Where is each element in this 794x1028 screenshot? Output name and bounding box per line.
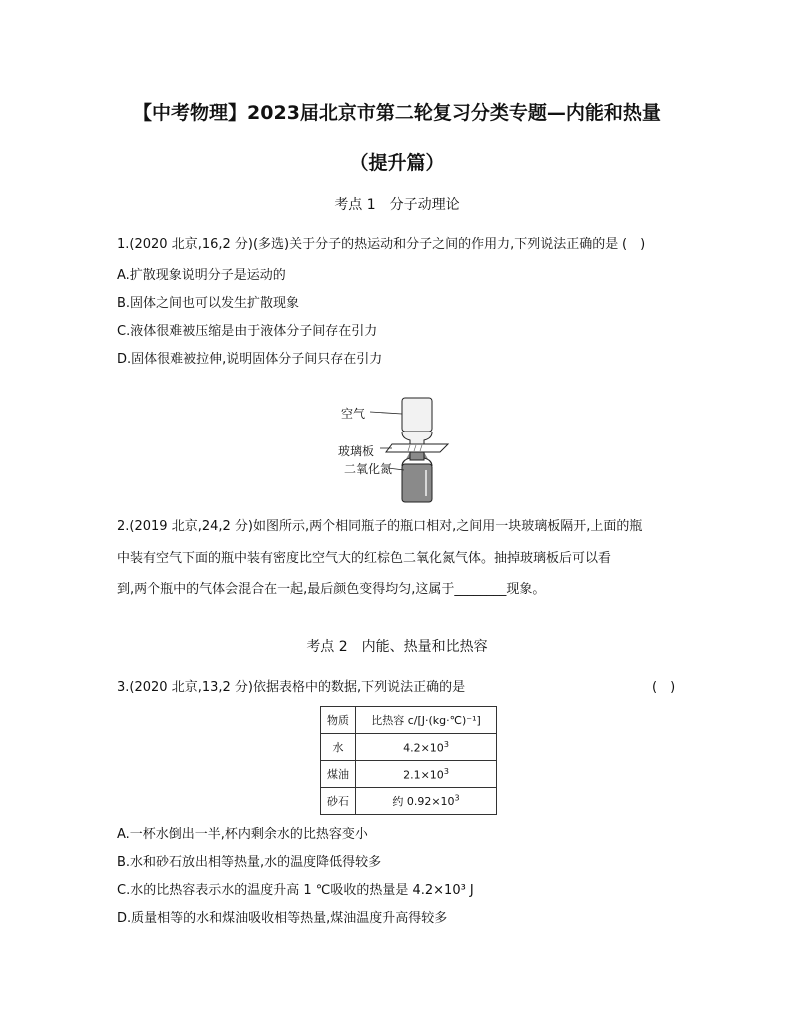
- question-3-answer-blank: ( ): [652, 680, 676, 695]
- table-cell: $2.1\times 10^3$: [356, 761, 497, 788]
- section-heading-1: 考点 1 分子动理论: [334, 197, 460, 213]
- figure-label-glass: 玻璃板: [338, 444, 375, 458]
- lower-bottle-body: [402, 464, 432, 502]
- question-1-stem: 1.(2020 北京,16,2 分)(多选)关于分子的热运动和分子之间的作用力,下列说法正确的是: [117, 237, 619, 252]
- lower-bottle-mouth: [410, 452, 424, 460]
- question-1-option-a: A.扩散现象说明分子是运动的: [117, 268, 286, 283]
- question-1-option-c: C.液体很难被压缩是由于液体分子间存在引力: [117, 324, 378, 339]
- table-row: [321, 761, 497, 788]
- table-header-cell: 比热容 c/[J·(kg·℃)⁻¹]: [356, 707, 497, 734]
- leader-air: [370, 412, 402, 414]
- question-1-option-b: B.固体之间也可以发生扩散现象: [117, 296, 300, 311]
- question-3-option-d: D.质量相等的水和煤油吸收相等热量,煤油温度升高得较多: [117, 911, 448, 926]
- specific-heat-table: [320, 706, 497, 815]
- table-row: [321, 788, 497, 815]
- table-cell: 约 $0.92\times 10^3$: [356, 788, 497, 815]
- question-2-line-2: 中装有空气下面的瓶中装有密度比空气大的红棕色二氧化氮气体。抽掉玻璃板后可以看: [117, 551, 612, 566]
- question-3-stem: 3.(2020 北京,13,2 分)依据表格中的数据,下列说法正确的是: [117, 680, 466, 695]
- table-cell: 砂石: [321, 788, 356, 815]
- section-heading-2: 考点 2 内能、热量和比热容: [306, 639, 488, 655]
- figure-label-no2: 二氧化氮: [344, 462, 393, 476]
- figure-label-air: 空气: [341, 407, 366, 421]
- question-2-line-3: 到,两个瓶中的气体会混合在一起,最后颜色变得均匀,这属于________现象。: [117, 582, 546, 597]
- table-cell: $4.2\times 10^3$: [356, 734, 497, 761]
- question-1-option-d: D.固体很难被拉伸,说明固体分子间只存在引力: [117, 352, 383, 367]
- page-title: 【中考物理】2023届北京市第二轮复习分类专题—内能和热量: [133, 102, 661, 124]
- glass-plate: [386, 444, 448, 452]
- upper-bottle-body: [402, 398, 432, 432]
- table-header-row: [321, 707, 497, 734]
- table-cell: 煤油: [321, 761, 356, 788]
- question-3-option-b: B.水和砂石放出相等热量,水的温度降低得较多: [117, 855, 382, 870]
- question-2-line-1: 2.(2019 北京,24,2 分)如图所示,两个相同瓶子的瓶口相对,之间用一块玻璃板隔开,上面的瓶: [117, 519, 643, 534]
- table-header-cell: 物质: [321, 707, 356, 734]
- table-row: [321, 734, 497, 761]
- page-subtitle: （提升篇）: [349, 152, 445, 174]
- table-cell: 水: [321, 734, 356, 761]
- question-3-option-c: C.水的比热容表示水的温度升高 1 ℃吸收的热量是 4.2×10³ J: [117, 883, 474, 898]
- question-3-option-a: A.一杯水倒出一半,杯内剩余水的比热容变小: [117, 827, 368, 842]
- question-1-answer-blank: ( ): [622, 237, 646, 252]
